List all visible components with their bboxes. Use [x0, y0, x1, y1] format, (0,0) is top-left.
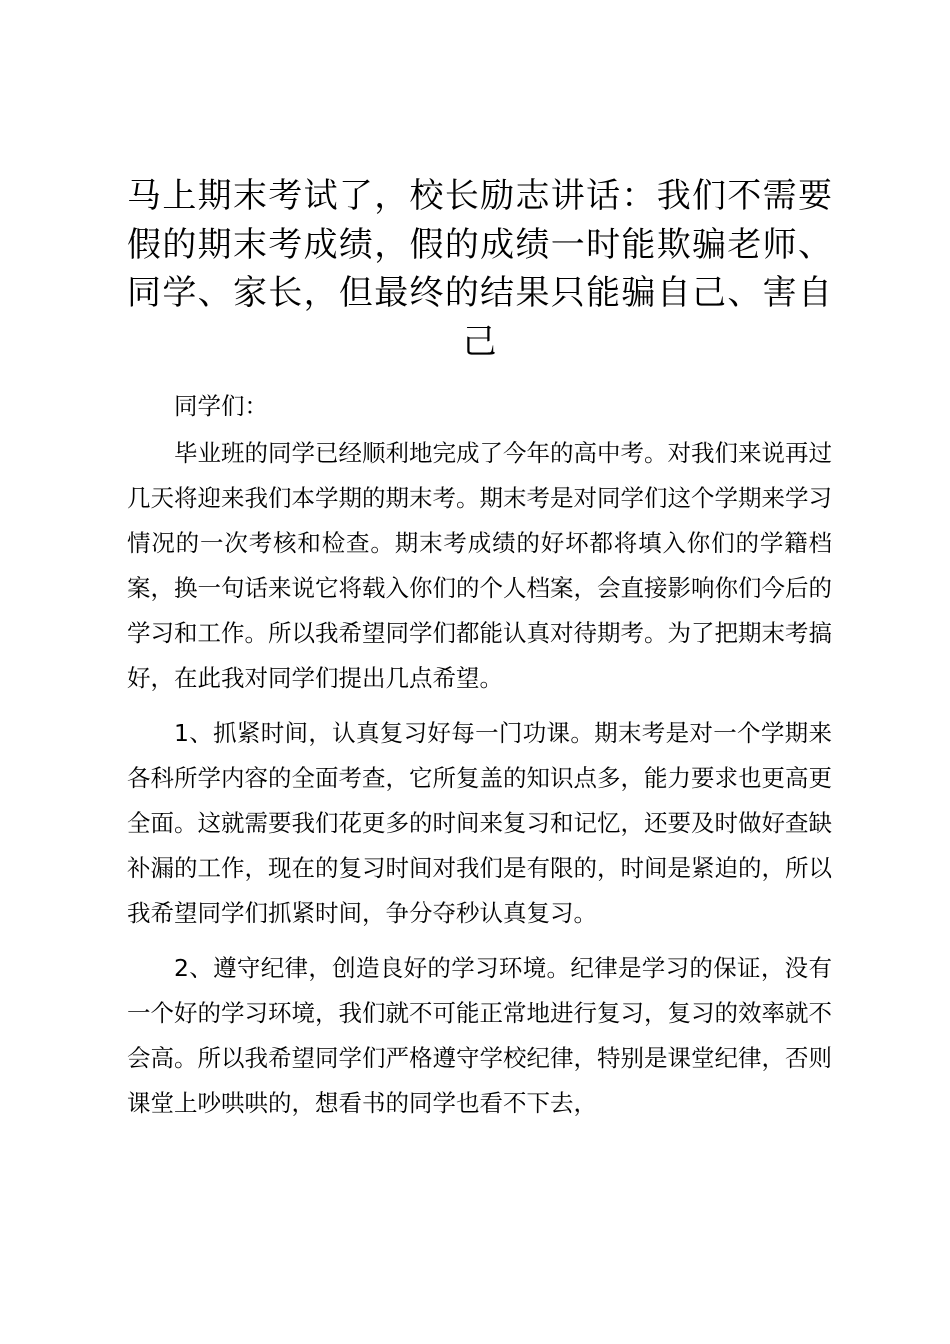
paragraph-point-2: 2、遵守纪律，创造良好的学习环境。纪律是学习的保证，没有一个好的学习环境，我们就不可能正常地进行复习，复习的效率就不会高。所以我希望同学们严格遵守学校纪律，特别是课堂纪律，否则课堂上吵哄哄的，想看书的同学也看不下去，	[127, 954, 832, 1117]
salutation: 同学们：	[174, 392, 268, 420]
document-page	[127, 172, 832, 1136]
paragraph-intro: 毕业班的同学已经顺利地完成了今年的高中考。对我们来说再过几天将迎来我们本学期的期末考。期末考是对同学们这个学期来学习情况的一次考核和检查。期末考成绩的好坏都将填入你们的学籍档案，换一句话来说它将载入你们的个人档案，会直接影响你们今后的学习和工作。所以我希望同学们都能认真对待期考。为了把期末考搞好，在此我对同学们提出几点希望。	[127, 439, 832, 692]
document-title: 马上期末考试了，校长励志讲话：我们不需要假的期末考成绩，假的成绩一时能欺骗老师、同学、家长，但最终的结果只能骗自己、害自己	[127, 176, 832, 362]
document-body	[127, 384, 832, 1126]
paragraph-point-1: 1、抓紧时间，认真复习好每一门功课。期末考是对一个学期来各科所学内容的全面考查，它所复盖的知识点多，能力要求也更高更全面。这就需要我们花更多的时间来复习和记忆，还要及时做好查缺补漏的工作，现在的复习时间对我们是有限的，时间是紧迫的，所以我希望同学们抓紧时间，争分夺秒认真复习。	[127, 719, 832, 927]
